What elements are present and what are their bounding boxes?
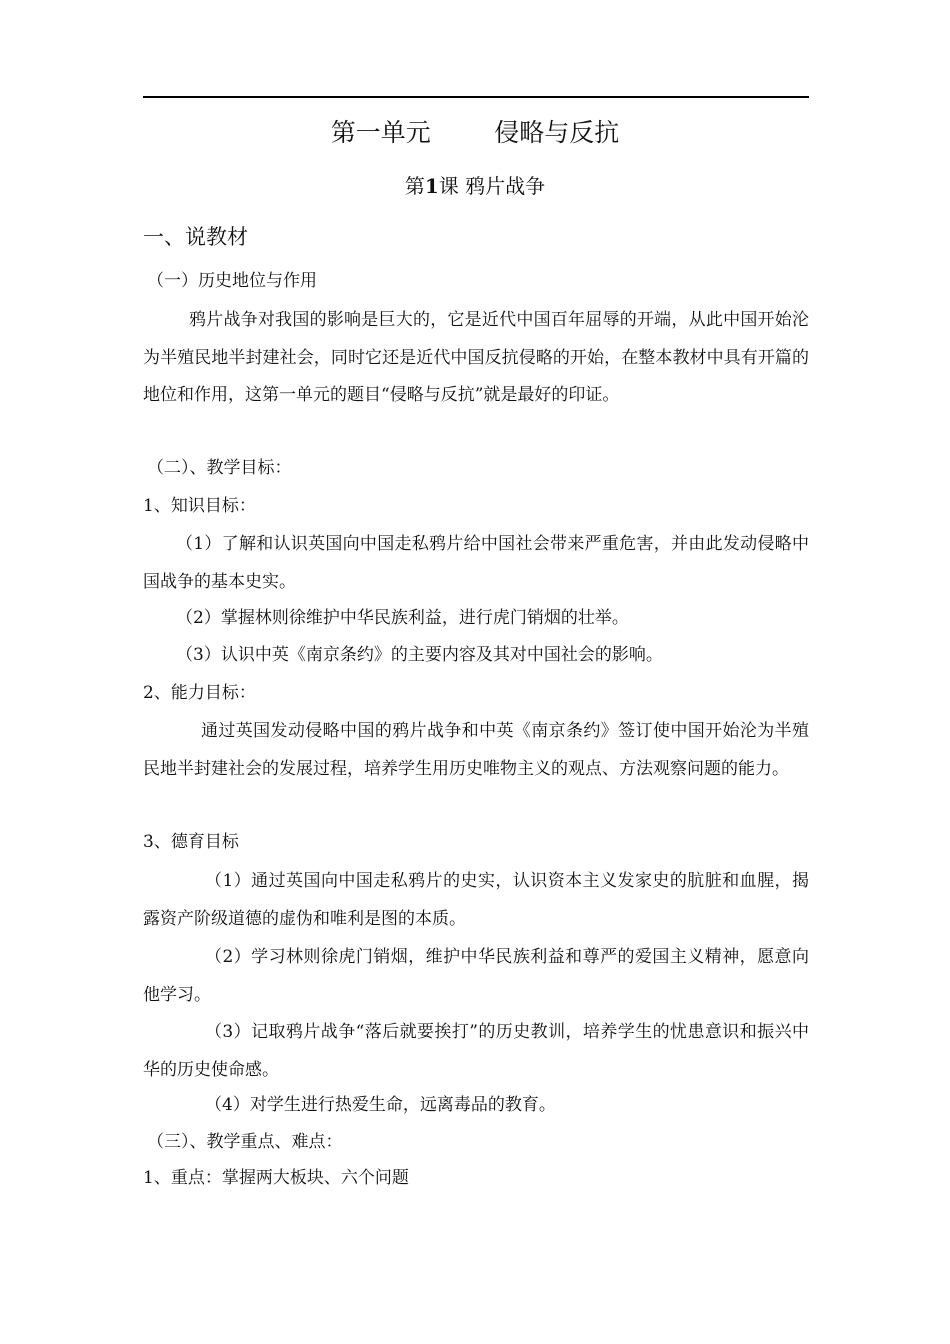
ability-goal-text: 通过英国发动侵略中国的鸦片战争和中英《南京条约》签订使中国开始沦为半殖民地半封建社会的发展过程，培养学生用历史唯物主义的观点、方法观察问题的能力。 xyxy=(143,721,809,779)
goal-knowledge-heading: 1、知识目标： xyxy=(143,496,256,516)
knowledge-goal-item-1: （1）了解和认识英国向中国走私鸦片给中国社会带来严重危害，并由此发动侵略中国战争的基本史实。 xyxy=(143,534,809,592)
subheading-historical-status: （一）历史地位与作用 xyxy=(147,271,317,291)
moral-goal-item-3: （3）记取鸦片战争“落后就要挨打”的历史教训，培养学生的忧患意识和振兴中华的历史使命感。 xyxy=(143,1022,809,1080)
goal-moral-heading: 3、德育目标 xyxy=(143,832,239,852)
key-point-text: 1、重点：掌握两大板块、六个问题 xyxy=(143,1168,409,1188)
paragraph-historical-status: 鸦片战争对我国的影响是巨大的，它是近代中国百年屈辱的开端，从此中国开始沦为半殖民地半封建社会，同时它还是近代中国反抗侵略的开始，在整本教材中具有开篇的地位和作用，这第一单元的题目“侵略与反抗”就是最好的印证。 xyxy=(143,310,809,405)
lesson-title xyxy=(0,171,950,201)
goal-ability-heading: 2、能力目标： xyxy=(143,683,256,703)
lesson-number: 1 xyxy=(424,174,439,198)
subheading-teaching-goals: （二）、教学目标： xyxy=(147,458,292,478)
header-rule xyxy=(143,96,809,98)
moral-goal-item-1: （1）通过英国向中国走私鸦片的史实，认识资本主义发家史的肮脏和血腥，揭露资产阶级道德的虚伪和唯利是图的本质。 xyxy=(143,871,809,929)
knowledge-goal-item-3: （3）认识中英《南京条约》的主要内容及其对中国社会的影响。 xyxy=(176,645,663,665)
knowledge-goal-item-2: （2）掌握林则徐维护中华民族利益，进行虎门销烟的壮举。 xyxy=(176,608,629,628)
lesson-name: 课 鸦片战争 xyxy=(438,174,546,198)
lesson-prefix: 第 xyxy=(404,174,425,198)
moral-goal-item-2: （2）学习林则徐虎门销烟，维护中华民族利益和尊严的爱国主义精神，愿意向他学习。 xyxy=(143,947,809,1005)
unit-title: 第一单元 侵略与反抗 xyxy=(330,118,620,147)
section-heading-teaching-material: 一、说教材 xyxy=(143,225,248,249)
subheading-key-difficult-points: （三）、教学重点、难点： xyxy=(147,1132,343,1152)
moral-goal-item-4: （4）对学生进行热爱生命，远离毒品的教育。 xyxy=(205,1095,556,1115)
